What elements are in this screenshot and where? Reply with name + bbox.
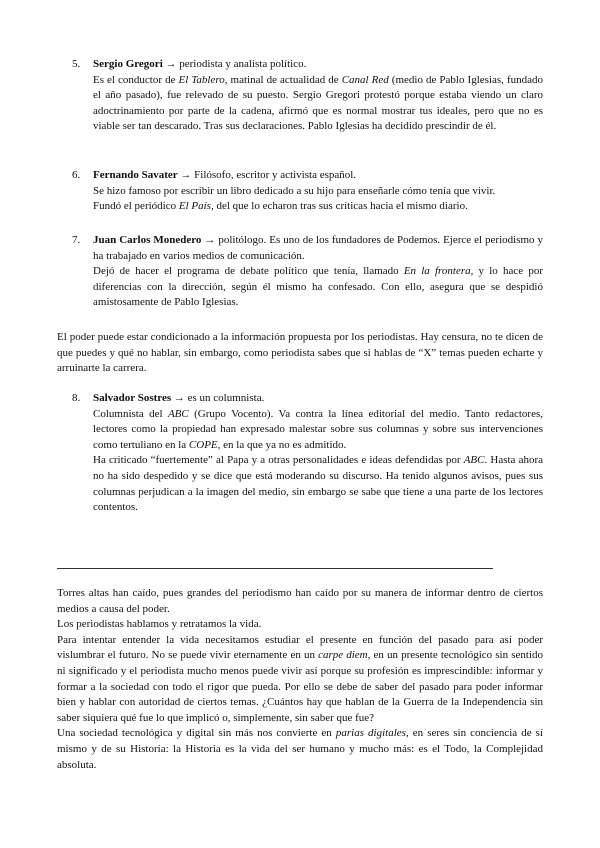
person-description: → Filósofo, escritor y activista español. — [177, 169, 357, 181]
italic-title: En la frontera — [403, 265, 471, 278]
text-line — [93, 73, 543, 135]
closing-paragraphs — [57, 586, 543, 773]
entry-fernando-savater — [72, 168, 543, 215]
entry-body — [93, 73, 543, 135]
entry-salvador-sostres — [72, 391, 543, 516]
text-line — [93, 184, 543, 200]
text-run: Una sociedad tecnológica y digital sin más nos convierte en — [57, 727, 336, 740]
horizontal-divider — [57, 568, 493, 569]
paragraph-text: El poder puede estar condicionado a la información propuesta por los periodistas. Hay censura, no te dicen de que puedes y qué no hablar, sin embargo, como periodista sabes que si hablas de “X” temas pueden echarte y arruinarte la carrera. — [57, 331, 543, 375]
text-line — [57, 617, 543, 633]
text-run: (Grupo Vocento). Va contra la línea editorial del medio. Tanto redactores, lectores como la propiedad han expresado malestar sobre sus columnas y sobre sus intervenciones como tertuliano en la — [93, 407, 543, 451]
person-name: Juan Carlos Monedero — [93, 234, 202, 246]
text-line — [93, 407, 543, 454]
text-run: Columnista del — [93, 407, 168, 420]
text-line — [93, 199, 543, 215]
text-run: , en la que ya no es admitido. — [217, 438, 347, 451]
list-number: 8. — [72, 392, 81, 404]
italic-title: ABC — [463, 454, 485, 467]
italic-title: parias digitales — [335, 727, 406, 740]
italic-title: ABC — [167, 407, 189, 420]
entry-body — [93, 264, 543, 311]
text-run: Dejó de hacer el programa de debate político que tenía, llamado — [93, 265, 404, 278]
text-line — [57, 726, 543, 773]
italic-title: El País — [178, 200, 211, 213]
text-run: Torres altas han caído, pues grandes del periodismo han caído por su manera de informar dentro de ciertos medios a causa del poder. — [57, 587, 543, 615]
italic-title: Canal Red — [341, 73, 389, 86]
person-name: Fernando Savater — [93, 169, 178, 181]
middle-paragraph — [57, 330, 543, 377]
text-run: , y lo hace por diferencias con la dirección, según él mismo ha confesado. Con ello, asegura que se despidió amistosamente de Pablo Iglesias. — [93, 265, 543, 309]
list-number: 7. — [72, 234, 81, 246]
person-name: Salvador Sostres — [93, 392, 172, 404]
text-line — [57, 633, 543, 727]
person-name: Sergio Gregori — [93, 58, 163, 70]
list-number: 6. — [72, 169, 81, 181]
entry-sergio-gregori — [72, 57, 543, 135]
text-run: , en un presente tecnológico sin sentido ni significado y el periodista mucho menos puede vivir así porque su profesión es imprescindible: informar y formar a la sociedad con todo el rigor que pueda. Por ello se debe de saber del pasado para poder informar bien y hablar con autoridad de ciertos temas. ¿Cuántos hay que hablan de la Guerra de la Independencia sin saber siquiera qué fue lo que implicó o, simplemente, sin saber que fue? — [57, 649, 543, 724]
text-run: , matinal de actualidad de — [224, 73, 342, 86]
person-description: → politólogo. Es uno de los fundadores de Podemos. Ejerce el periodismo y ha trabajado en varios medios de comunicación. — [93, 234, 543, 262]
text-run: . Hasta ahora no ha sido despedido y se dice que está moderando su discurso. Ha tenido algunos avisos, pues sus columnas perjudican a la imagen del medio, sin embargo se sabe que tiene a una parte de los lectores contentos. — [93, 454, 543, 514]
person-description: → periodista y analista político. — [162, 58, 307, 70]
text-run: , en seres sin conciencia de sí mismo y de su Historia: la Historia es la vida del ser humano y mucho más: es el Todo, la Complejidad absoluta. — [57, 727, 543, 771]
text-run: (medio de Pablo Iglesias, fundado el año pasado), fue relevado de su puesto. Sergio Gregori protestó porque estaba viendo un claro adoctrinamiento por parte de la cadena, afirmó que es normal mostrar tus ideales, pero que no es viable ser tan descarado. Tras sus declaraciones. Pablo Iglesias ha decidido prescindir de él. — [93, 73, 543, 133]
text-run: Para intentar entender la vida necesitamos estudiar el presente en función del pasado para así poder vislumbrar el futuro. No se puede vivir eternamente en un — [57, 633, 543, 662]
entry-body — [93, 184, 543, 215]
text-run: , del que lo echaron tras sus críticas hacia el mismo diario. — [210, 200, 468, 213]
italic-title: COPE — [188, 438, 218, 451]
text-run: Es el conductor de — [93, 73, 179, 86]
person-description: → es un columnista. — [171, 392, 265, 404]
italic-title: carpe diem — [318, 649, 368, 662]
text-run: Se hizo famoso por escribir un libro dedicado a su hijo para enseñarle cómo tenía que vivir. — [93, 184, 496, 197]
entry-juan-carlos-monedero — [72, 233, 543, 311]
text-line — [93, 453, 543, 515]
entry-body — [93, 407, 543, 516]
text-run: Los periodistas hablamos y retratamos la vida. — [57, 618, 262, 631]
text-run: Ha criticado “fuertemente” al Papa y a otras personalidades e ideas defendidas por — [93, 454, 464, 467]
text-run: Fundó el periódico — [93, 200, 179, 213]
text-line — [93, 264, 543, 311]
closing-section — [57, 586, 543, 773]
list-number: 5. — [72, 58, 81, 70]
italic-title: El Tablero — [178, 73, 225, 86]
text-line — [57, 586, 543, 617]
